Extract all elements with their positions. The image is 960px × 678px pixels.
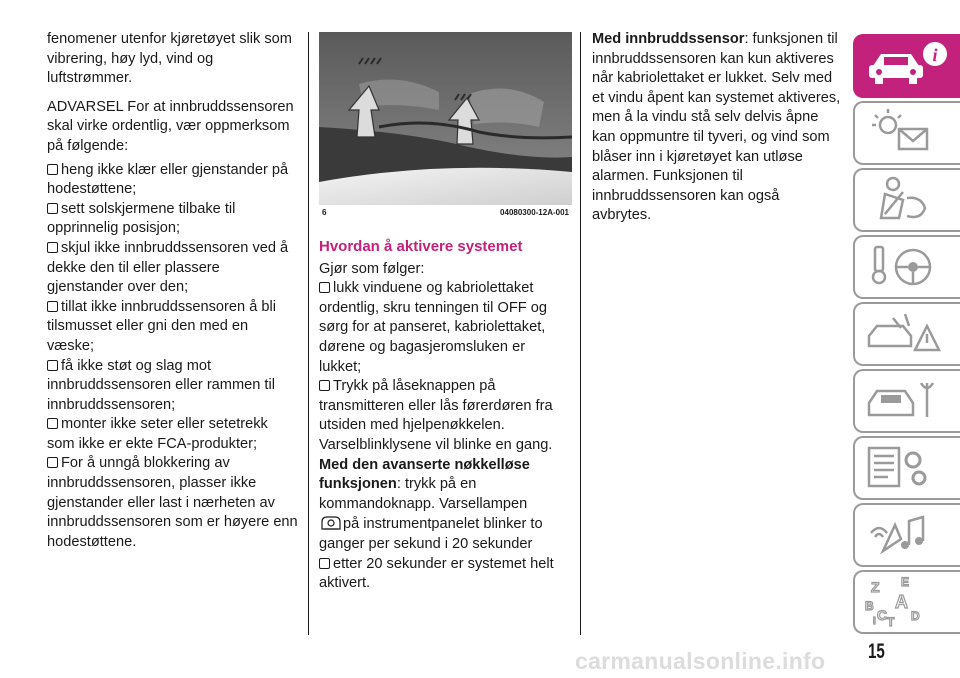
maintenance-icon	[855, 371, 960, 431]
checkbox-bullet-icon	[319, 380, 330, 391]
warning-text: ADVARSEL For at innbruddssensoren skal virke ordentlig, vær oppmerksom på følgende:	[47, 98, 294, 154]
bullet-list	[47, 161, 299, 553]
section-heading: Hvordan å aktivere systemet	[319, 238, 523, 255]
index-letter: A	[895, 592, 908, 612]
sensor-photo	[319, 32, 572, 205]
lamp-paragraph: på instrumentpanelet blinker to ganger per sekund i 20 sekunder	[319, 516, 543, 552]
svg-text:i: i	[932, 45, 938, 65]
list-item: For å unngå blokkering av innbruddssensoren, plasser ikke gjenstander eller last i nærheten av innbruddssensoren som er høyere enn hodestøttene.	[47, 455, 298, 550]
tab-steering-start[interactable]	[853, 235, 960, 299]
warning-lights-icon	[855, 103, 960, 163]
list-item: få ikke støt og slag mot innbruddssensoren eller rammen til innbruddssensoren;	[47, 357, 275, 413]
tab-technical-data[interactable]	[853, 436, 960, 500]
tab-seat-safety[interactable]	[853, 168, 960, 232]
tab-emergency[interactable]	[853, 302, 960, 366]
index-letter: B	[865, 599, 874, 613]
column-divider	[580, 32, 581, 635]
list-item: monter ikke seter eller setetrekk som ikke er ekte FCA-produkter;	[47, 416, 268, 452]
keyless-bold: Med den avanserte nøkkelløse funksjonen	[319, 456, 530, 493]
index-letter: D	[911, 609, 920, 623]
keyless-paragraph: Med den avanserte nøkkelløse funksjonen: trykk på en kommandoknapp. Varsellampen	[319, 456, 530, 512]
seat-safety-icon	[855, 170, 960, 230]
blink-text: Varselblinklysene vil blinke en gang.	[319, 436, 553, 453]
emergency-icon	[855, 304, 960, 364]
list-item: skjul ikke innbruddssensoren ved å dekke den til eller plassere gjenstander over den;	[47, 239, 289, 296]
sensor-bold: Med innbruddssensor	[592, 31, 745, 47]
page-number: 15	[868, 640, 885, 663]
checkbox-bullet-icon	[47, 360, 58, 371]
column-1	[47, 30, 299, 552]
list-item: lukk vinduene og kabriolettaket ordentlig, skru tenningen til OFF og sørg for at panseret, kabriolettaket, dørene og bagasjeromsluken er lukket;	[319, 280, 547, 375]
column-2	[319, 237, 571, 594]
column-3	[592, 30, 842, 235]
index-icon	[855, 572, 960, 632]
tab-warning-lights[interactable]	[853, 101, 960, 165]
column-divider	[308, 32, 309, 635]
sensor-paragraph: Med innbruddssensor: funksjonen til innbruddssensoren kan kun aktiveres når kabriolettaket er lukket. Selv med et vindu åpent kan systemet aktiveres, men å la vindu stå selv delvis åpne kan oppmuntre til tyveri, og vind som blåser inn i kjøretøyet kan utløse alarmen. Funksjonen til innbruddssensoren kan også avbrytes.	[592, 31, 841, 224]
checkbox-bullet-icon	[47, 457, 58, 468]
list-item: sett solskjermene tilbake til opprinnelig posisjon;	[47, 200, 236, 237]
multimedia-icon	[855, 505, 960, 565]
tab-maintenance[interactable]	[853, 369, 960, 433]
index-letter: E	[901, 575, 910, 589]
watermark: carmanualsonline.info	[575, 648, 826, 674]
checkbox-bullet-icon	[47, 418, 58, 429]
intro-text: fenomener utenfor kjøretøyet slik som vibrering, høy lyd, vind og luftstrømmer.	[47, 31, 292, 87]
checkbox-bullet-icon	[319, 558, 330, 569]
checkbox-bullet-icon	[319, 282, 330, 293]
index-letter: Z	[871, 579, 880, 595]
technical-data-icon	[855, 438, 960, 498]
figure-code: 04080300-12A-001	[500, 208, 569, 217]
checkbox-bullet-icon	[47, 164, 58, 175]
figure-number: 6	[322, 208, 327, 217]
lead-text: Gjør som følger:	[319, 260, 425, 277]
index-letter: T	[887, 615, 895, 629]
list-item: tillat ikke innbruddssensoren å bli tilsmusset eller gni den med en væske;	[47, 298, 276, 354]
list-item: etter 20 sekunder er systemet helt aktivert.	[319, 555, 554, 592]
car-info-icon	[855, 36, 960, 96]
tab-multimedia[interactable]	[853, 503, 960, 567]
list-item: heng ikke klær eller gjenstander på hodestøttene;	[47, 161, 289, 198]
index-letter: I	[873, 616, 876, 627]
checkbox-bullet-icon	[47, 242, 58, 253]
checkbox-bullet-icon	[47, 203, 58, 214]
list-item: Trykk på låseknappen på transmitteren eller lås førerdøren fra utsiden med hjelpenøkkelen.	[319, 378, 553, 434]
warning-lamp-icon	[319, 514, 343, 532]
tab-index[interactable]	[853, 570, 960, 634]
checkbox-bullet-icon	[47, 301, 58, 312]
steering-start-icon	[855, 237, 960, 297]
tab-car-info[interactable]	[853, 34, 960, 98]
figure-caption	[319, 208, 572, 220]
index-letter: C	[877, 607, 888, 623]
